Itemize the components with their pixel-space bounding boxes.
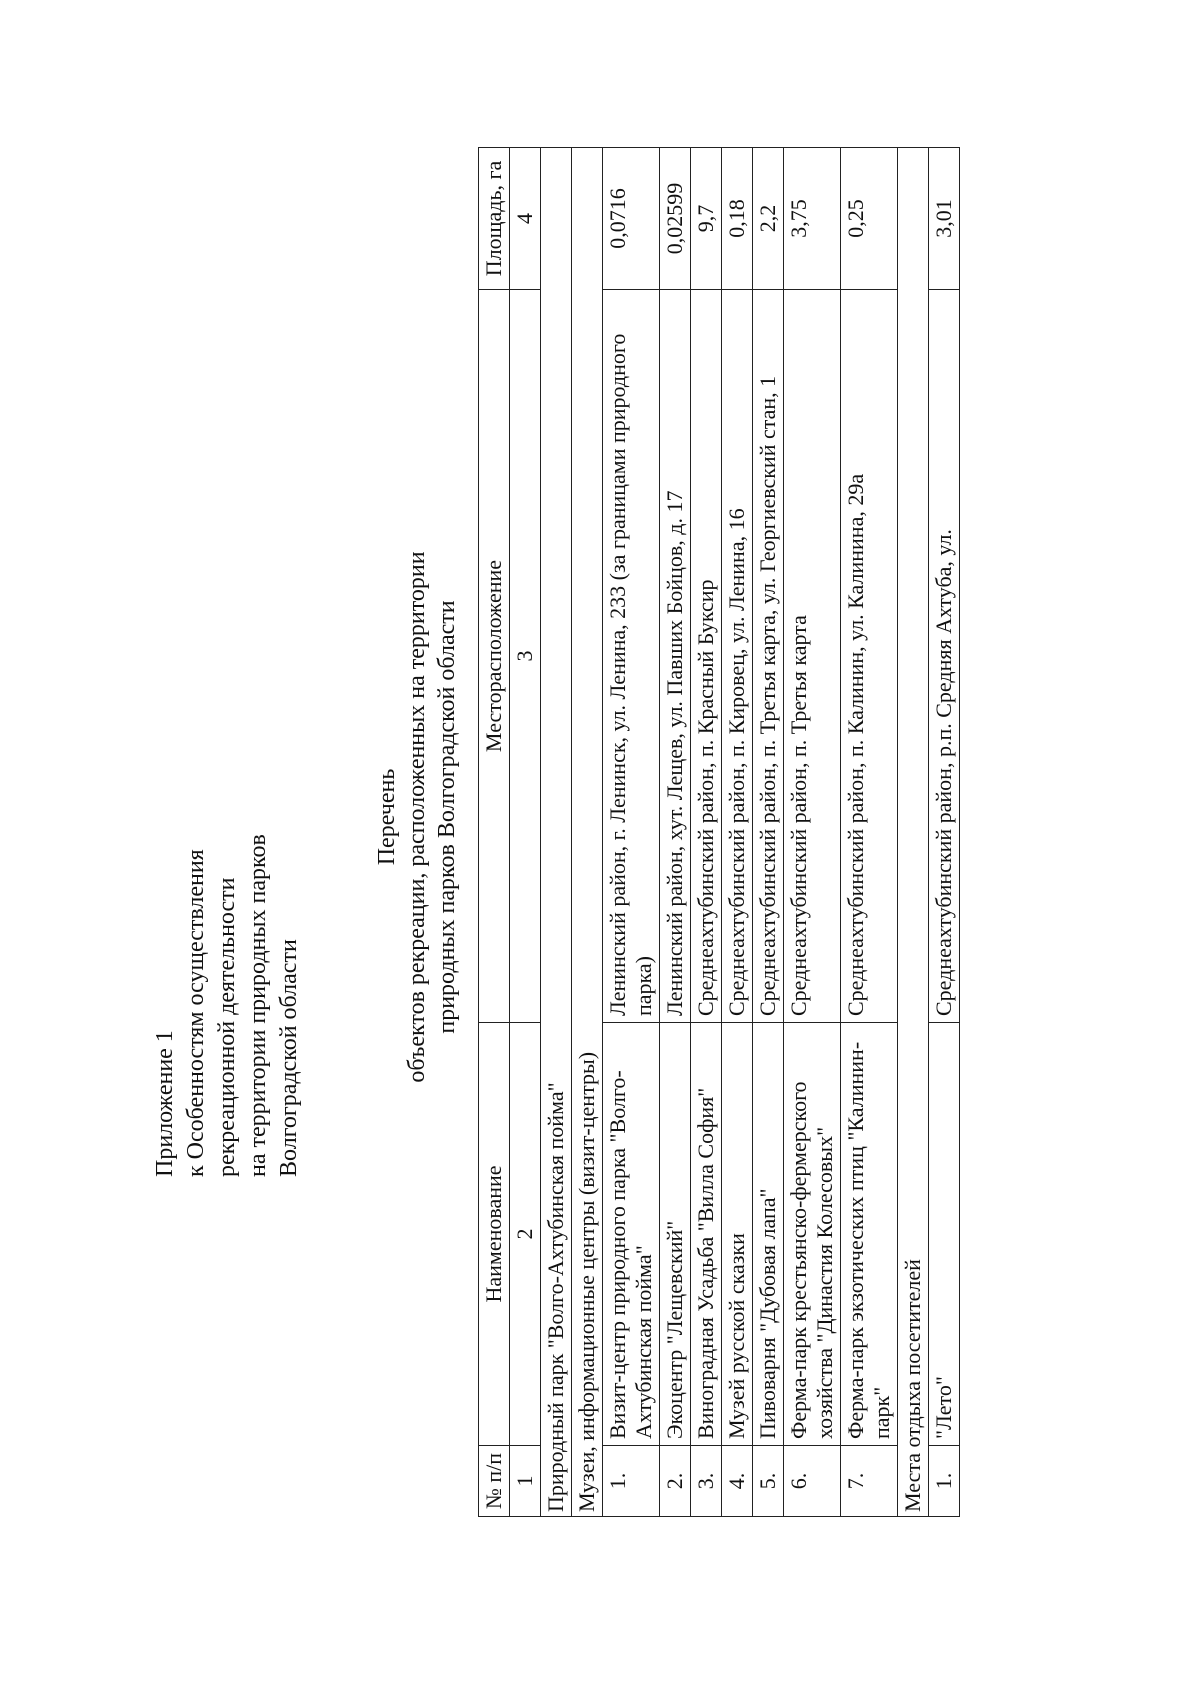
row-location: Ленинский район, г. Ленинск, ул. Ленина, 233 (за границами природного парка) (603, 290, 660, 1023)
appendix-note (150, 834, 305, 1177)
row-name: Экоцентр "Лещевский" (660, 1023, 691, 1446)
row-number: 1. (603, 1446, 660, 1517)
row-area: 3,75 (784, 148, 841, 290)
table-row (929, 148, 960, 1517)
row-location: Среднеахтубинский район, п. Третья карта (784, 290, 841, 1023)
document-title: Перечень (374, 768, 400, 866)
row-name: Визит-центр природного парка "Волго-Ахтубинская пойма" (603, 1023, 660, 1446)
row-location: Среднеахтубинский район, п. Третья карта, ул. Георгиевский стан, 1 (753, 290, 784, 1023)
table-row (841, 148, 898, 1517)
row-location: Среднеахтубинский район, п. Калинин, ул. Калинина, 29а (841, 290, 898, 1023)
row-location: Среднеахтубинский район, п. Кировец, ул. Ленина, 16 (722, 290, 753, 1023)
column-number: 4 (510, 148, 541, 290)
row-name: Ферма-парк экзотических птиц "Калинин-парк" (841, 1023, 898, 1446)
row-location: Ленинский район, хут. Лещев, ул. Павших Бойцов, д. 17 (660, 290, 691, 1023)
appendix-line: рекреационной деятельности (214, 877, 240, 1177)
row-number: 5. (753, 1446, 784, 1517)
row-area: 0,25 (841, 148, 898, 290)
section-row (541, 148, 572, 1517)
row-name: Виноградная Усадьба "Вилла София" (691, 1023, 722, 1446)
row-number: 4. (722, 1446, 753, 1517)
table-row (753, 148, 784, 1517)
row-name: Ферма-парк крестьянско-фермерского хозяйства "Династия Колесовых" (784, 1023, 841, 1446)
column-number: 3 (510, 290, 541, 1023)
table-row (660, 148, 691, 1517)
header-location: Месторасположение (479, 290, 510, 1023)
row-number: 2. (660, 1446, 691, 1517)
row-number: 6. (784, 1446, 841, 1517)
row-area: 9,7 (691, 148, 722, 290)
header-number: № п/п (479, 1446, 510, 1517)
row-location: Среднеахтубинский район, п. Красный Буксир (691, 290, 722, 1023)
section-rest-places: Места отдыха посетителей (898, 148, 929, 1517)
table-row (722, 148, 753, 1517)
table-row (784, 148, 841, 1517)
recreation-objects-table (478, 147, 960, 1517)
table-body (510, 148, 960, 1517)
row-area: 3,01 (929, 148, 960, 290)
row-number: 3. (691, 1446, 722, 1517)
row-name: Пивоварня "Дубовая лапа" (753, 1023, 784, 1446)
table-header-row (479, 148, 510, 1517)
table-row (691, 148, 722, 1517)
row-number: 1. (929, 1446, 960, 1517)
row-name: Музей русской сказки (722, 1023, 753, 1446)
appendix-line: на территории природных парков (245, 834, 271, 1177)
row-location: Среднеахтубинский район, р.п. Средняя Ахтуба, ул. (929, 290, 960, 1023)
appendix-line: к Особенностям осуществления (183, 849, 209, 1177)
appendix-line: Волгоградской области (276, 939, 302, 1177)
section-row (572, 148, 603, 1517)
row-name: "Лето" (929, 1023, 960, 1446)
document-heading (372, 317, 462, 1317)
section-museums: Музеи, информационные центры (визит-центры) (572, 148, 603, 1517)
section-row (898, 148, 929, 1517)
row-number: 7. (841, 1446, 898, 1517)
column-number: 1 (510, 1446, 541, 1517)
column-number: 2 (510, 1023, 541, 1446)
row-area: 0,0716 (603, 148, 660, 290)
row-area: 2,2 (753, 148, 784, 290)
row-area: 0,18 (722, 148, 753, 290)
header-name: Наименование (479, 1023, 510, 1446)
row-area: 0,02599 (660, 148, 691, 290)
heading-line: объектов рекреации, расположенных на территории (404, 551, 430, 1083)
table-row (603, 148, 660, 1517)
section-park: Природный парк "Волго-Ахтубинская пойма" (541, 148, 572, 1517)
appendix-line: Приложение 1 (152, 1030, 178, 1177)
heading-line: природных парков Волгоградской области (434, 600, 460, 1034)
column-number-row (510, 148, 541, 1517)
header-area: Площадь, га (479, 148, 510, 290)
